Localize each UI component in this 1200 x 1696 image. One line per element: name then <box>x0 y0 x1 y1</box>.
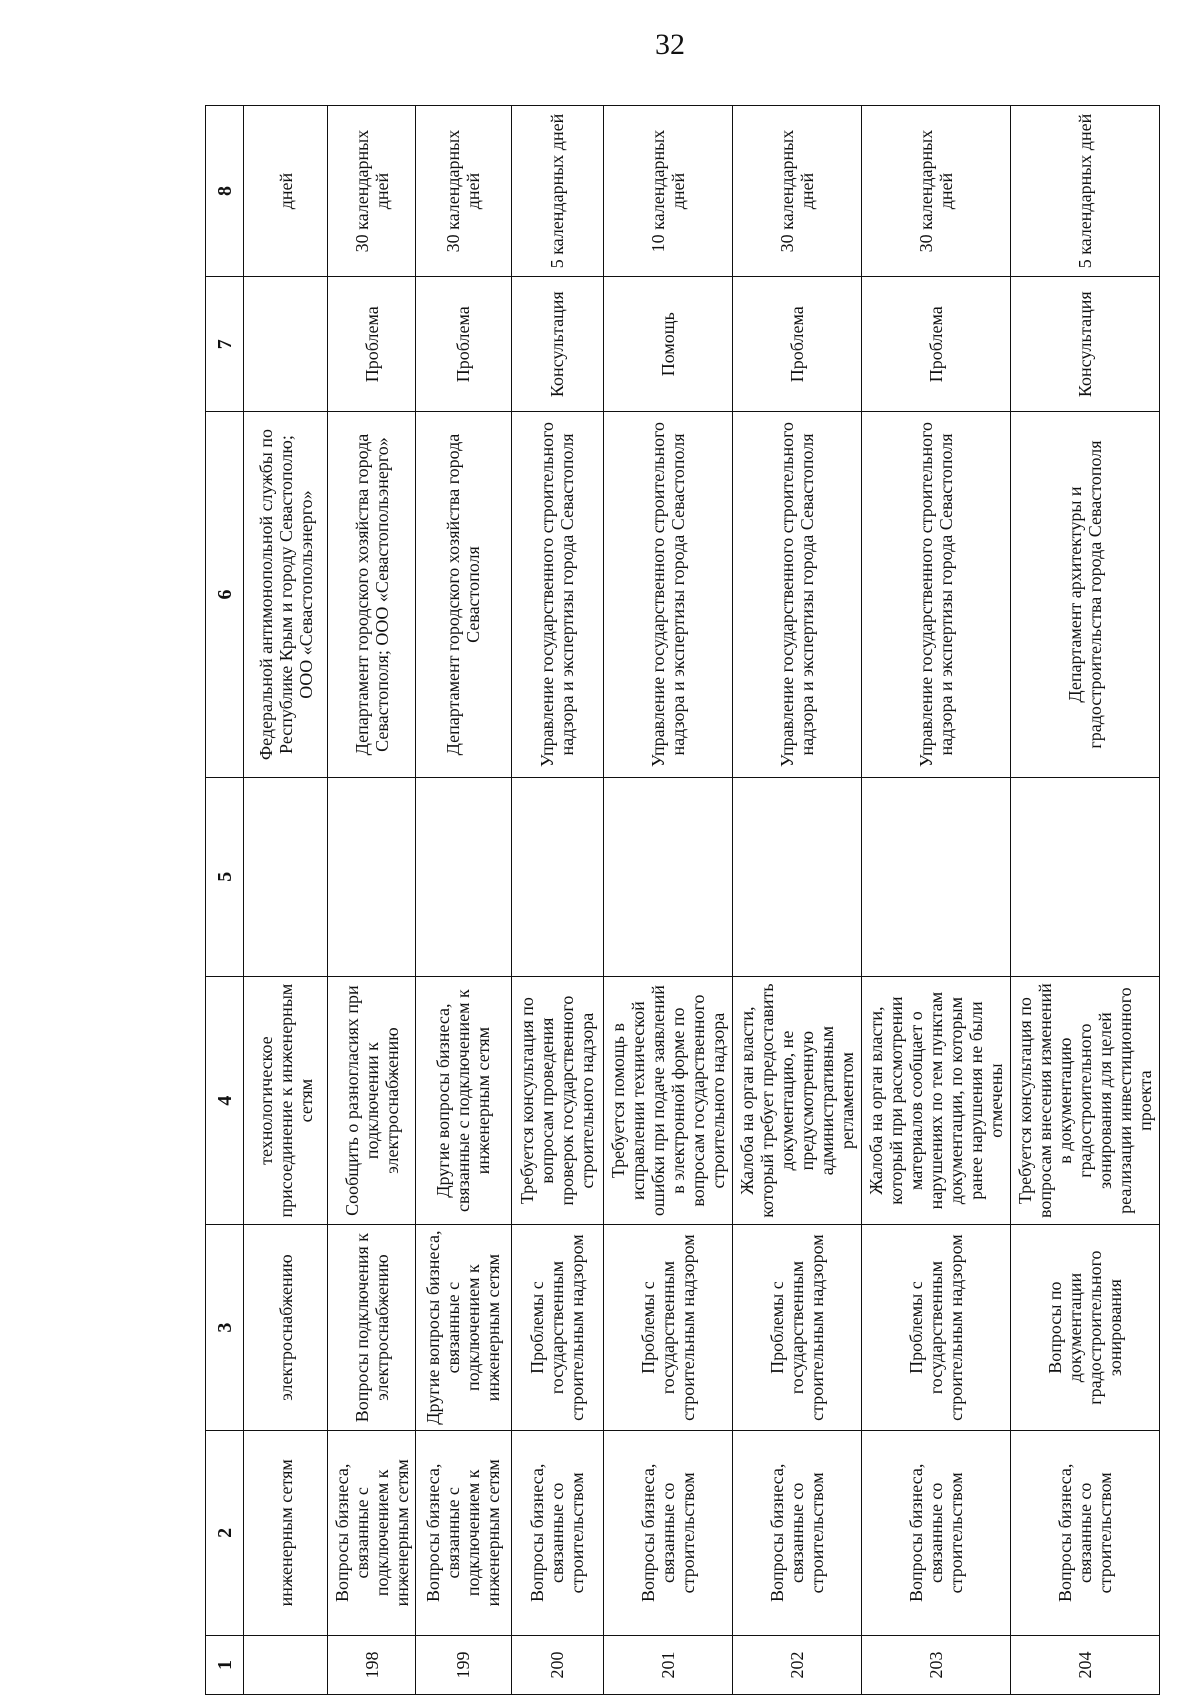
table-row <box>415 106 511 1695</box>
cell-situation: технологическое присоединение к инженерным сетям <box>244 976 328 1225</box>
cell-type <box>244 277 328 412</box>
cell-type: Проблема <box>861 277 1010 412</box>
table-row <box>511 106 604 1695</box>
rotated-table <box>205 105 1160 1695</box>
cell-col5 <box>415 777 511 976</box>
col-header-4: 4 <box>206 976 244 1225</box>
cell-type: Проблема <box>328 277 415 412</box>
cell-term: 30 календарных дней <box>328 106 415 277</box>
cell-subcategory: Вопросы подключения к электроснабжению <box>328 1225 415 1430</box>
cell-situation: Жалоба на орган власти, который требует предоставить документацию, не предусмотренную административным регламентом <box>732 976 861 1225</box>
table-container <box>205 105 1160 1695</box>
cell-category: Вопросы бизнеса, связанные с подключением к инженерным сетям <box>328 1430 415 1635</box>
cell-responsible-body: Управление государственного строительного надзора и экспертизы города Севастополя <box>604 412 733 777</box>
col-header-5: 5 <box>206 777 244 976</box>
table-row <box>732 106 861 1695</box>
cell-subcategory: Вопросы по документации градостроительного зонирования <box>1010 1225 1159 1430</box>
cell-responsible-body: Департамент городского хозяйства города Севастополя; ООО «Севастопольэнерго» <box>328 412 415 777</box>
cell-term: 30 календарных дней <box>732 106 861 277</box>
cell-col5 <box>732 777 861 976</box>
cell-subcategory: Проблемы с государственным строительным надзором <box>511 1225 604 1430</box>
cell-subcategory: Проблемы с государственным строительным надзором <box>732 1225 861 1430</box>
cell-col5 <box>511 777 604 976</box>
cell-responsible-body: Департамент городского хозяйства города Севастополя <box>415 412 511 777</box>
cell-responsible-body: Федеральной антимонопольной службы по Республике Крым и городу Севастополю; ООО «Севастопольэнерго» <box>244 412 328 777</box>
cell-type: Консультация <box>511 277 604 412</box>
cell-type: Консультация <box>1010 277 1159 412</box>
col-header-1: 1 <box>206 1635 244 1694</box>
cell-situation: Требуется консультация по вопросам проведения проверок государственного строительного надзора <box>511 976 604 1225</box>
cell-category: Вопросы бизнеса, связанные со строительством <box>604 1430 733 1635</box>
cell-category: Вопросы бизнеса, связанные со строительством <box>732 1430 861 1635</box>
cell-situation: Другие вопросы бизнеса, связанные с подключением к инженерным сетям <box>415 976 511 1225</box>
cell-term: 30 календарных дней <box>415 106 511 277</box>
table-row <box>1010 106 1159 1695</box>
cell-type: Помощь <box>604 277 733 412</box>
cell-situation: Требуется помощь в исправлении технической ошибки при подаче заявлений в электронной форме по вопросам государственного строительного надзора <box>604 976 733 1225</box>
cell-category: Вопросы бизнеса, связанные с подключением к инженерным сетям <box>415 1430 511 1635</box>
cell-col5 <box>861 777 1010 976</box>
row-number: 199 <box>415 1635 511 1694</box>
page-number: 32 <box>655 28 685 61</box>
cell-term: 30 календарных дней <box>861 106 1010 277</box>
row-number <box>244 1635 328 1694</box>
register-table <box>205 105 1160 1695</box>
cell-term: 10 календарных дней <box>604 106 733 277</box>
cell-subcategory: Проблемы с государственным строительным надзором <box>861 1225 1010 1430</box>
cell-col5 <box>604 777 733 976</box>
row-number: 203 <box>861 1635 1010 1694</box>
cell-responsible-body: Управление государственного строительного надзора и экспертизы города Севастополя <box>511 412 604 777</box>
cell-situation: Жалоба на орган власти, который при рассмотрении материалов сообщает о нарушениях по тем пунктам документации, по которым ранее нарушения не были отмечены <box>861 976 1010 1225</box>
col-header-7: 7 <box>206 277 244 412</box>
row-number: 202 <box>732 1635 861 1694</box>
cell-category: Вопросы бизнеса, связанные со строительством <box>861 1430 1010 1635</box>
continuation-row <box>244 106 328 1695</box>
cell-category: инженерным сетям <box>244 1430 328 1635</box>
table-row <box>328 106 415 1695</box>
cell-term: дней <box>244 106 328 277</box>
cell-type: Проблема <box>732 277 861 412</box>
cell-category: Вопросы бизнеса, связанные со строительством <box>511 1430 604 1635</box>
cell-category: Вопросы бизнеса, связанные со строительством <box>1010 1430 1159 1635</box>
cell-situation: Требуется консультация по вопросам внесения изменений в документацию градостроительного зонирования для целей реализации инвестиционного проекта <box>1010 976 1159 1225</box>
cell-term: 5 календарных дней <box>511 106 604 277</box>
col-header-2: 2 <box>206 1430 244 1635</box>
col-header-8: 8 <box>206 106 244 277</box>
cell-subcategory: Другие вопросы бизнеса, связанные с подключением к инженерным сетям <box>415 1225 511 1430</box>
cell-responsible-body: Департамент архитектуры и градостроительства города Севастополя <box>1010 412 1159 777</box>
cell-col5 <box>1010 777 1159 976</box>
cell-type: Проблема <box>415 277 511 412</box>
cell-col5 <box>328 777 415 976</box>
header-row <box>206 106 244 1695</box>
cell-responsible-body: Управление государственного строительного надзора и экспертизы города Севастополя <box>861 412 1010 777</box>
row-number: 198 <box>328 1635 415 1694</box>
cell-term: 5 календарных дней <box>1010 106 1159 277</box>
cell-subcategory: электроснабжению <box>244 1225 328 1430</box>
row-number: 201 <box>604 1635 733 1694</box>
col-header-3: 3 <box>206 1225 244 1430</box>
row-number: 200 <box>511 1635 604 1694</box>
table-row <box>861 106 1010 1695</box>
cell-col5 <box>244 777 328 976</box>
cell-subcategory: Проблемы с государственным строительным надзором <box>604 1225 733 1430</box>
table-row <box>604 106 733 1695</box>
cell-situation: Сообщить о разногласиях при подключении к электроснабжению <box>328 976 415 1225</box>
row-number: 204 <box>1010 1635 1159 1694</box>
col-header-6: 6 <box>206 412 244 777</box>
cell-responsible-body: Управление государственного строительного надзора и экспертизы города Севастополя <box>732 412 861 777</box>
